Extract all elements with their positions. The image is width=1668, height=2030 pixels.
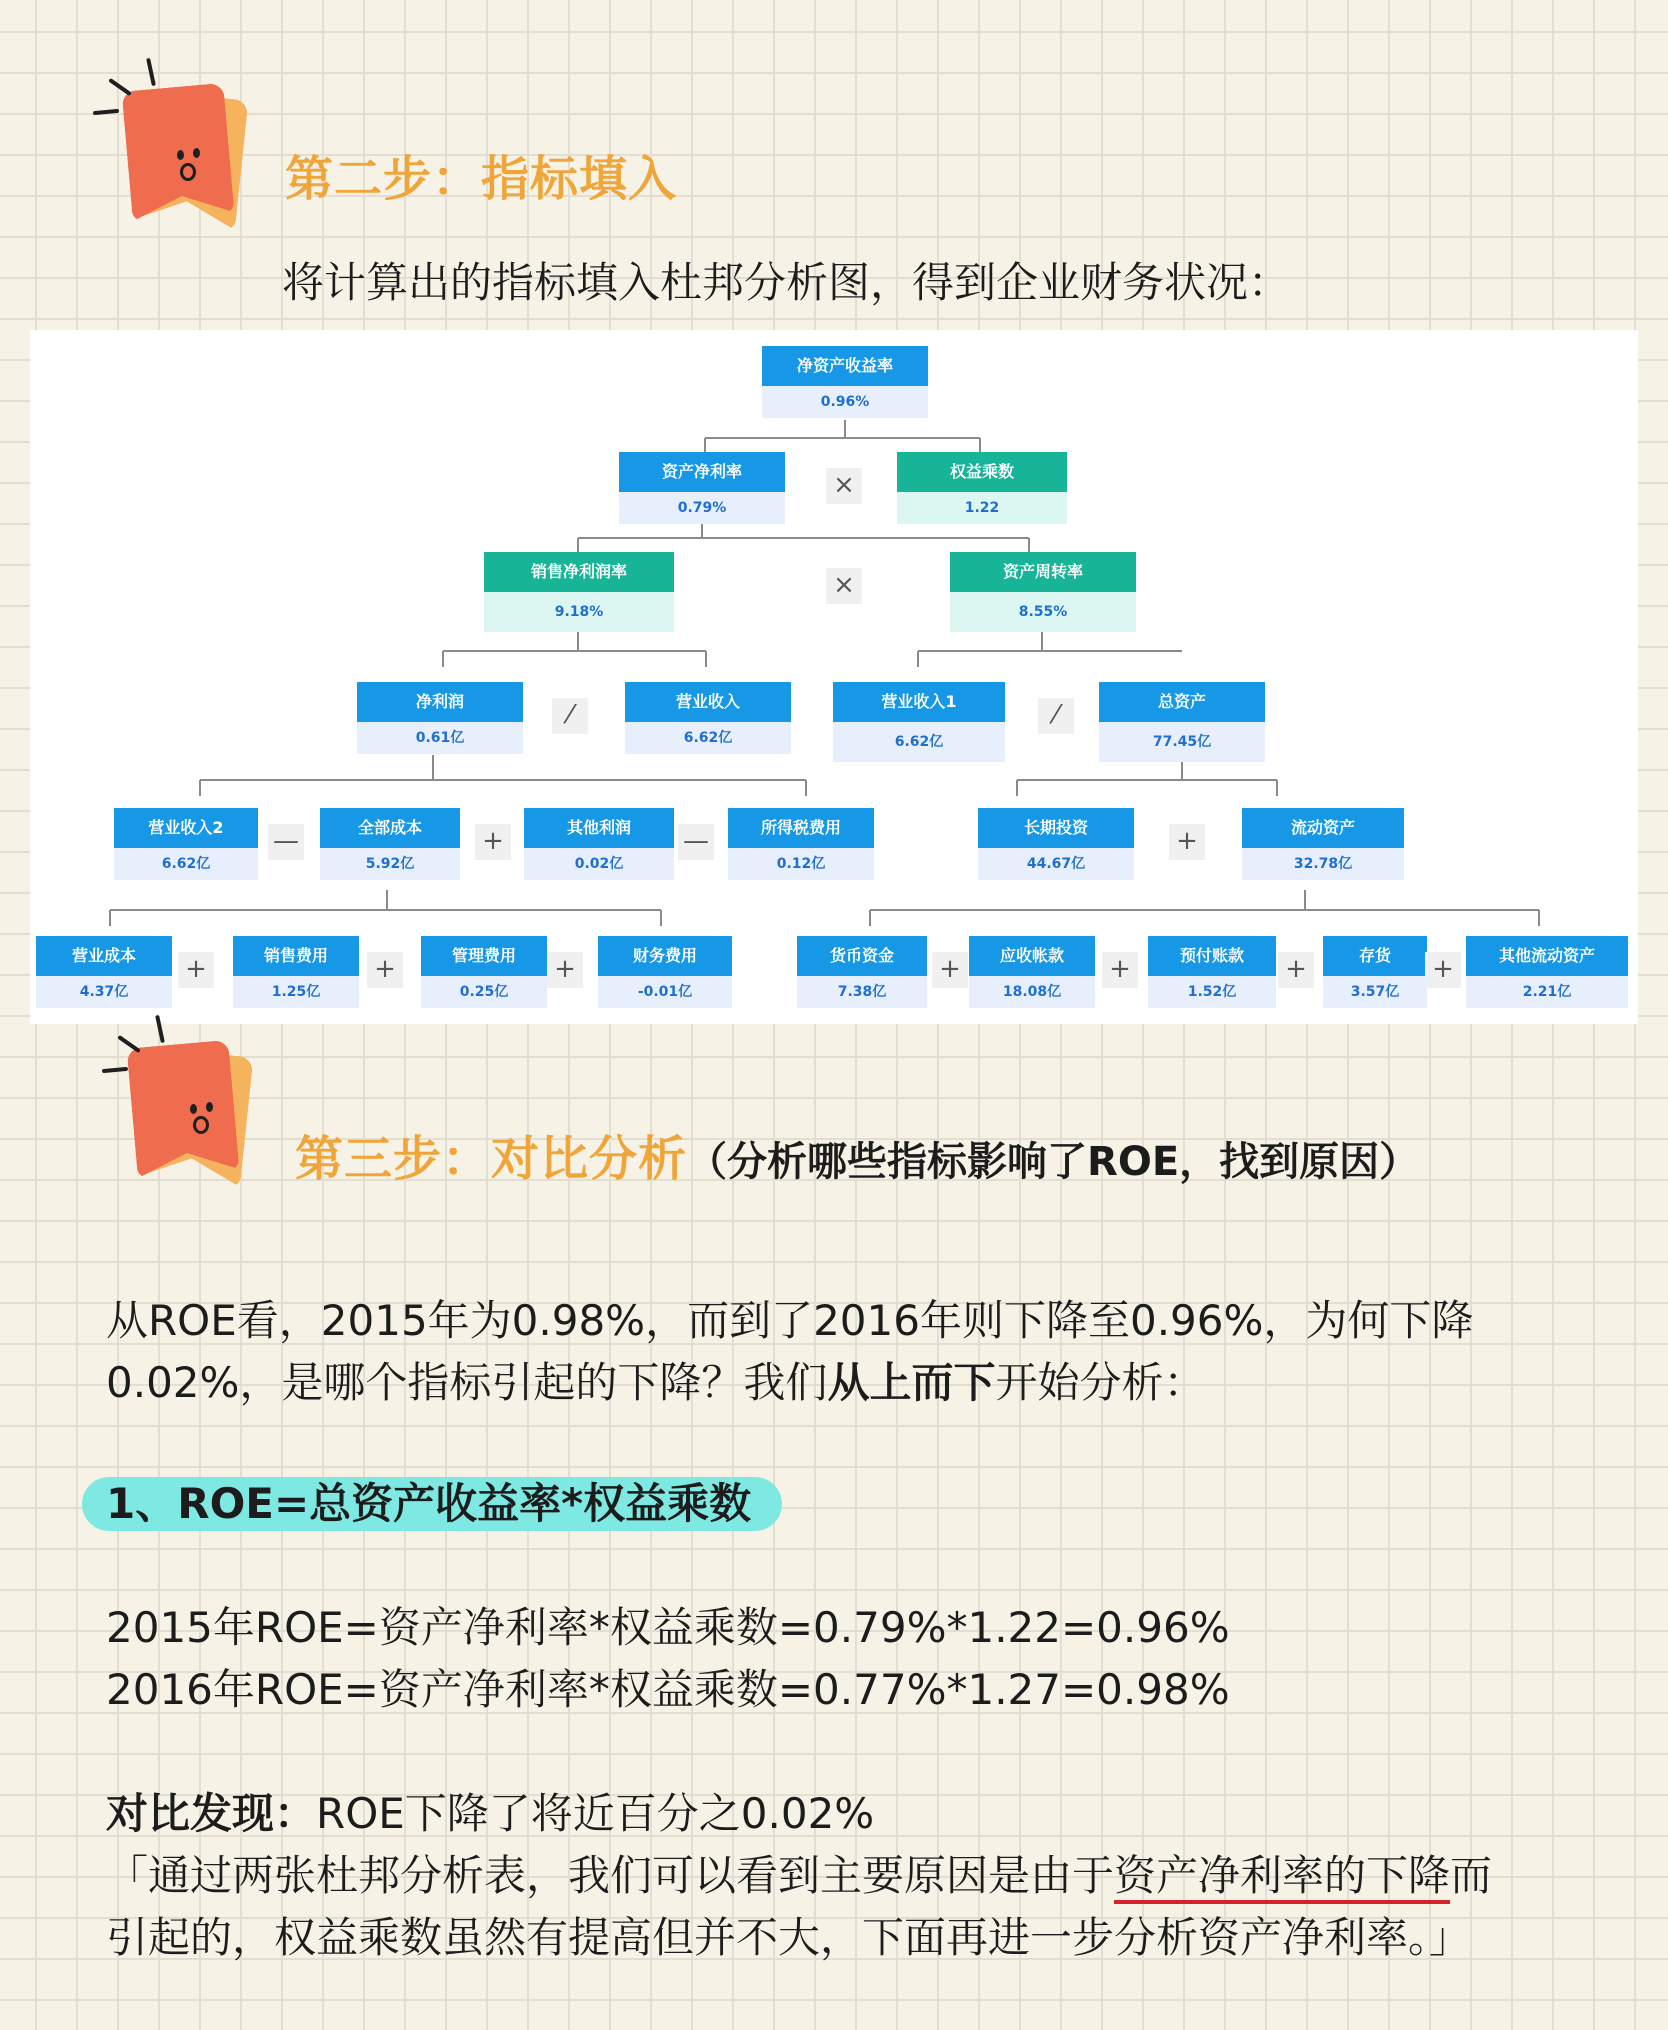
node-income-tax: 所得税费用 0.12亿 xyxy=(728,808,874,880)
node-cash: 货币资金 7.38亿 xyxy=(797,936,927,1008)
quote-line-1: 「通过两张杜邦分析表，我们可以看到主要原因是由于资产净利率的下降而 xyxy=(106,1851,1493,1900)
node-other-current-assets: 其他流动资产 2.21亿 xyxy=(1466,936,1628,1008)
node-equity-multiplier: 权益乘数 1.22 xyxy=(897,452,1067,524)
minus-operator: — xyxy=(678,824,714,860)
conclusion-quote xyxy=(106,1845,1606,1969)
node-revenue-a: 营业收入 6.62亿 xyxy=(625,682,791,754)
multiply-operator: × xyxy=(826,468,862,504)
node-receivables: 应收帐款 18.08亿 xyxy=(969,936,1095,1008)
node-total-cost: 全部成本 5.92亿 xyxy=(320,808,460,880)
node-roe: 净资产收益率 0.96% xyxy=(762,346,928,418)
plus-operator: + xyxy=(367,952,403,988)
node-net-profit: 净利润 0.61亿 xyxy=(357,682,523,754)
top-down-emphasis: 从上而下 xyxy=(827,1358,996,1407)
step3-subtitle: （分析哪些指标影响了ROE，找到原因） xyxy=(687,1139,1420,1185)
node-other-profit: 其他利润 0.02亿 xyxy=(524,808,674,880)
connector-lines xyxy=(30,330,1638,1024)
bookmark-mascot-icon xyxy=(100,1012,290,1202)
node-prepayments: 预付账款 1.52亿 xyxy=(1148,936,1276,1008)
finding-label: 对比发现： xyxy=(106,1789,317,1838)
bookmark-mascot-icon xyxy=(95,55,285,245)
plus-operator: + xyxy=(1425,952,1461,988)
node-asset-turnover: 资产周转率 8.55% xyxy=(950,552,1136,632)
step2-title: 第二步：指标填入 xyxy=(285,151,678,207)
plus-operator: + xyxy=(1102,952,1138,988)
node-revenue-b: 营业收入1 6.62亿 xyxy=(833,682,1005,762)
highlighted-cause: 资产净利率的下降 xyxy=(1114,1851,1451,1900)
minus-operator: — xyxy=(268,824,304,860)
step3-heading xyxy=(295,1120,1419,1189)
divide-operator: ⁄ xyxy=(552,698,588,734)
node-roa: 资产净利率 0.79% xyxy=(619,452,785,524)
quote-line-2: 引起的，权益乘数虽然有提高但并不大，下面再进一步分析资产净利率。」 xyxy=(106,1913,1472,1962)
node-financial-expense: 财务费用 -0.01亿 xyxy=(598,936,732,1008)
plus-operator: + xyxy=(1278,952,1314,988)
formula-2016: 2016年ROE=资产净利率*权益乘数=0.77%*1.27=0.98% xyxy=(106,1665,1230,1714)
divide-operator: ⁄ xyxy=(1038,698,1074,734)
dupont-diagram xyxy=(30,330,1638,1024)
plus-operator: + xyxy=(178,952,214,988)
node-net-margin: 销售净利润率 9.18% xyxy=(484,552,674,632)
node-inventory: 存货 3.57亿 xyxy=(1323,936,1427,1008)
node-operating-cost: 营业成本 4.37亿 xyxy=(36,936,172,1008)
section1-heading: 1、ROE=总资产收益率*权益乘数 xyxy=(106,1479,752,1528)
plus-operator: + xyxy=(932,952,968,988)
plus-operator: + xyxy=(475,824,511,860)
node-long-term-investment: 长期投资 44.67亿 xyxy=(978,808,1134,880)
node-admin-expense: 管理费用 0.25亿 xyxy=(421,936,547,1008)
analysis-line-1: 从ROE看，2015年为0.98%，而到了2016年则下降至0.96%，为何下降 xyxy=(106,1296,1474,1345)
plus-operator: + xyxy=(1169,824,1205,860)
step2-intro: 将计算出的指标填入杜邦分析图，得到企业财务状况： xyxy=(282,258,1291,307)
plus-operator: + xyxy=(547,952,583,988)
formula-2015: 2015年ROE=资产净利率*权益乘数=0.79%*1.22=0.96% xyxy=(106,1603,1230,1652)
step3-title: 第三步：对比分析 xyxy=(295,1131,688,1187)
node-total-assets: 总资产 77.45亿 xyxy=(1099,682,1265,762)
node-sales-expense: 销售费用 1.25亿 xyxy=(233,936,359,1008)
analysis-paragraph xyxy=(106,1290,1566,1414)
node-revenue-c: 营业收入2 6.62亿 xyxy=(114,808,258,880)
node-current-assets: 流动资产 32.78亿 xyxy=(1242,808,1404,880)
finding-line xyxy=(106,1783,874,1845)
finding-text: ROE下降了将近百分之0.02% xyxy=(316,1789,875,1838)
multiply-operator: × xyxy=(826,568,862,604)
analysis-line-2: 0.02%，是哪个指标引起的下降？我们从上而下开始分析： xyxy=(106,1358,1206,1407)
